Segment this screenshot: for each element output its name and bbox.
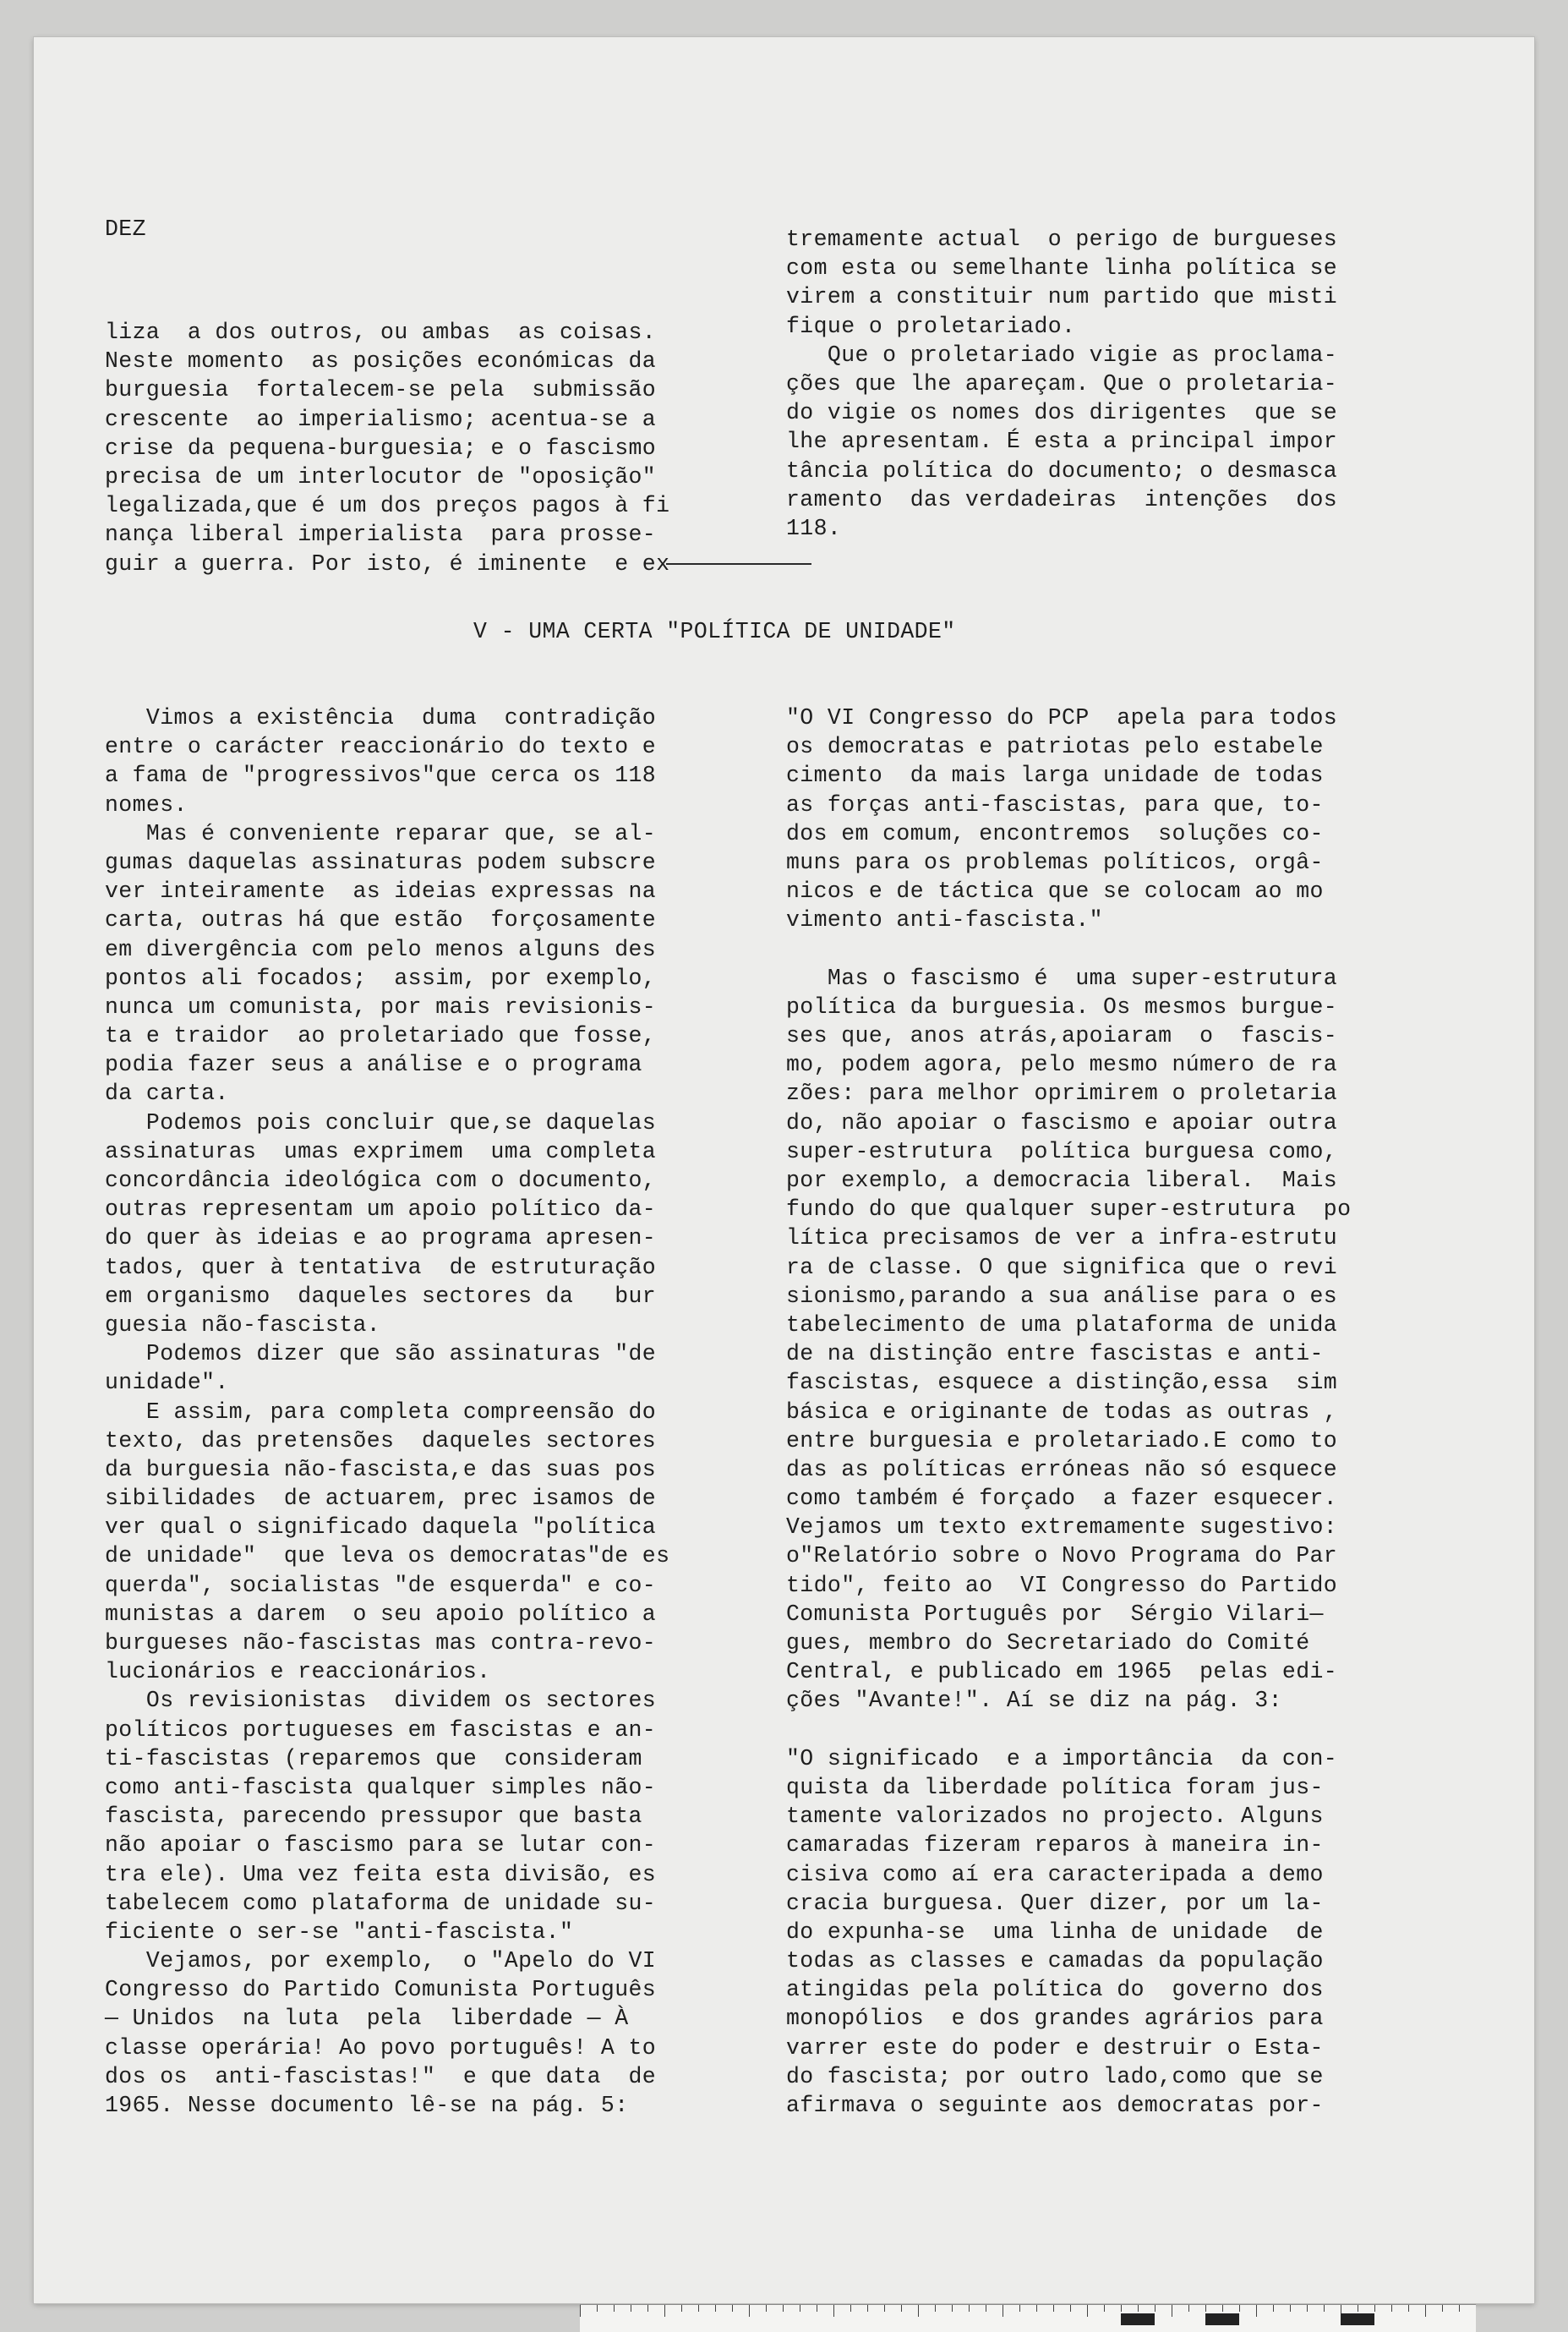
ruler-tick [1324,2305,1325,2312]
ruler-tick [969,2305,970,2312]
text-line: tamente valorizados no projecto. Alguns [786,1804,1324,1830]
text-line: podia fazer seus a análise e o programa [105,1052,642,1078]
ruler-tick [1391,2305,1392,2312]
text-line: precisa de um interlocutor de "oposição" [105,463,657,490]
ruler-tick [1188,2305,1189,2312]
text-line: fundo do que qualquer super-estrutura po [786,1196,1352,1223]
text-line: ra de classe. O que significa que o revi [786,1254,1338,1280]
text-line: fique o proletariado. [786,313,1076,339]
text-line: unidade". [105,1370,229,1396]
text-line: guesia não-fascista. [105,1311,381,1338]
text-line: Vimos a existência duma contradição [105,705,657,731]
text-line: lítica precisamos de ver a infra-estrutu [786,1225,1338,1251]
text-line: sibilidades de actuarem, prec isamos de [105,1486,657,1512]
ruler-tick [614,2305,615,2312]
ruler-tick [698,2305,699,2312]
text-line: com esta ou semelhante linha política se [786,255,1338,282]
top-right-column [786,225,1412,543]
text-line: política da burguesia. Os mesmos burgue- [786,994,1338,1020]
text-line: de unidade" que leva os democratas"de es [105,1543,670,1569]
text-line: a fama de "progressivos"que cerca os 118 [105,763,657,789]
ruler-tick [1138,2305,1139,2312]
text-line: outras representam um apoio político da- [105,1196,657,1223]
ruler-tick [715,2305,716,2312]
text-line: guir a guerra. Por isto, é iminente e ex [105,550,670,577]
text-line: Podemos pois concluir que,se daquelas [105,1109,657,1136]
page-label: DEZ [105,216,146,242]
section-divider [666,563,811,565]
text-line: em organismo daqueles sectores da bur [105,1283,657,1309]
text-line: Neste momento as posições económicas da [105,348,657,375]
ruler-tick [918,2305,919,2317]
text-line: tabelecimento de uma plataforma de unida [786,1311,1338,1338]
text-line: tido", feito ao VI Congresso do Partido [786,1572,1338,1598]
text-line: nança liberal imperialista para prosse- [105,522,657,548]
text-line: entre burguesia e proletariado.E como to [786,1427,1338,1453]
text-line: varrer este do poder e destruir o Esta- [786,2034,1324,2061]
text-line: virem a constituir num partido que misti [786,284,1338,310]
text-line: lucionários e reaccionários. [105,1659,491,1685]
ruler-tick [1019,2305,1020,2312]
ruler-tick [1155,2305,1156,2312]
text-line: sionismo,parando a sua análise para o es [786,1283,1338,1309]
text-line: burguesia fortalecem-se pela submissão [105,377,657,403]
text-line: "O VI Congresso do PCP apela para todos [786,705,1338,731]
text-line: da carta. [105,1081,229,1107]
text-line: ficiente o ser-se "anti-fascista." [105,1919,574,1945]
text-line: Que o proletariado vigie as proclama- [786,342,1338,368]
text-line: munistas a darem o seu apoio político a [105,1601,657,1627]
text-line: mo, podem agora, pelo mesmo número de ra [786,1052,1338,1078]
text-line: texto, das pretensões daqueles sectores [105,1427,657,1453]
text-line: vimento anti-fascista." [786,907,1103,933]
text-line: em divergência com pelo menos alguns des [105,936,657,962]
text-line: Podemos dizer que são assinaturas "de [105,1341,657,1367]
text-line: — Unidos na luta pela liberdade — À [105,2006,629,2032]
text-line: do fascista; por outro lado,como que se [786,2063,1324,2089]
text-line: nomes. [105,791,188,818]
ruler-tick [867,2305,868,2312]
text-line: tância política do documento; o desmasca [786,457,1338,484]
text-line: das as políticas erróneas não só esquece [786,1456,1338,1482]
text-line [786,935,1412,964]
text-line: nunca um comunista, por mais revisionis- [105,994,657,1020]
text-line: afirmava o seguinte aos democratas por- [786,2093,1324,2118]
text-line: pontos ali focados; assim, por exemplo, [105,965,657,991]
text-line [786,1716,1412,1744]
ruler-tick [1290,2305,1291,2312]
text-line: Vejamos, por exemplo, o "Apelo do VI [105,1948,657,1974]
section-title: V - UMA CERTA "POLÍTICA DE UNIDADE" [473,619,956,644]
text-line: quista da liberdade política foram jus- [786,1774,1324,1800]
text-line: os democratas e patriotas pelo estabele [786,734,1324,760]
text-line: ver inteiramente as ideias expressas na [105,879,657,905]
text-line: tados, quer à tentativa de estruturação [105,1254,657,1280]
ruler-tick [1239,2305,1240,2312]
ruler-tick [1307,2305,1308,2312]
text-line: camaradas fizeram reparos à maneira in- [786,1832,1324,1858]
ruler-tick [766,2305,767,2312]
text-line: fascistas, esquece a distinção,essa sim [786,1370,1338,1396]
text-line: E assim, para completa compreensão do [105,1399,657,1425]
bottom-left-column [105,703,730,2120]
text-line: crise da pequena-burguesia; e o fascismo [105,435,657,461]
text-line: tra ele). Uma vez feita esta divisão, es [105,1861,657,1887]
ruler-tick [1256,2305,1257,2317]
text-line: "O significado e a importância da con- [786,1745,1338,1771]
text-line: Central, e publicado em 1965 pelas edi- [786,1659,1338,1685]
text-line: gumas daquelas assinaturas podem subscre [105,849,657,875]
text-line: do vigie os nomes dos dirigentes que se [786,400,1338,426]
text-line: Mas o fascismo é uma super-estrutura [786,965,1338,991]
ruler-tick [732,2305,733,2312]
text-line: tremamente actual o perigo de burgueses [786,227,1338,252]
ruler-tick [1374,2305,1375,2312]
ruler-tick [1104,2305,1105,2312]
text-line: ções "Avante!". Aí se diz na pág. 3: [786,1688,1282,1714]
text-line: dos os anti-fascistas!" e que data de [105,2063,657,2089]
ruler-tick [1459,2305,1460,2312]
ruler-tick [1442,2305,1443,2312]
text-line: cracia burguesa. Quer dizer, por um la- [786,1890,1324,1916]
text-line: tabelecem como plataforma de unidade su- [105,1890,657,1916]
ruler-tick [884,2305,885,2312]
text-line: assinaturas umas exprimem uma completa [105,1138,657,1164]
text-line: políticos portugueses em fascistas e an- [105,1716,657,1743]
ruler-tick [1121,2305,1122,2312]
text-line: gues, membro do Secretariado do Comité [786,1630,1310,1656]
ruler-tick [1205,2305,1206,2312]
ruler-tick [1408,2305,1409,2312]
text-line: legalizada,que é um dos preços pagos à fi [105,493,670,519]
text-line: Vejamos um texto extremamente sugestivo: [786,1514,1338,1541]
ruler-tick [1053,2305,1054,2312]
text-line: Os revisionistas dividem os sectores [105,1688,657,1714]
text-line: super-estrutura política burguesa como, [786,1138,1338,1164]
ruler-tick [580,2305,581,2317]
ruler-tick [952,2305,953,2312]
text-line: zões: para melhor oprimirem o proletaria [786,1081,1338,1107]
ruler-tick [597,2305,598,2312]
text-line: básica e originante de todas as outras , [786,1399,1338,1425]
text-line: classe operária! Ao povo português! A to [105,2034,657,2061]
ruler-tick [833,2305,834,2317]
text-line: burgueses não-fascistas mas contra-revo- [105,1630,657,1656]
text-line: ções que lhe apareçam. Que o proletaria- [786,370,1338,397]
text-line: muns para os problemas políticos, orgâ- [786,849,1324,875]
ruler-tick [901,2305,902,2312]
ruler-block [1341,2313,1374,2325]
top-left-column [105,318,730,578]
text-line: entre o carácter reaccionário do texto e [105,734,657,760]
text-line: querda", socialistas "de esquerda" e co- [105,1572,657,1598]
text-line: atingidas pela política do governo dos [786,1977,1324,2003]
text-line: nicos e de táctica que se colocam ao mo [786,879,1324,905]
text-line: da burguesia não-fascista,e das suas pos [105,1456,657,1482]
ruler-tick [664,2305,665,2317]
scan-ruler [580,2304,1476,2332]
ruler-tick [681,2305,682,2312]
ruler-tick [1273,2305,1274,2312]
text-line: Congresso do Partido Comunista Português [105,1977,657,2003]
text-line: carta, outras há que estão forçosamente [105,907,657,933]
text-line: as forças anti-fascistas, para que, to- [786,791,1324,818]
text-line: do, não apoiar o fascismo e apoiar outra [786,1109,1338,1136]
ruler-tick [1036,2305,1037,2312]
ruler-tick [1425,2305,1426,2317]
ruler-tick [850,2305,851,2312]
text-line: do quer às ideias e ao programa apresen- [105,1225,657,1251]
text-line: liza a dos outros, ou ambas as coisas. [105,320,657,345]
text-line: todas as classes e camadas da população [786,1948,1324,1974]
bottom-right-column [786,703,1412,2120]
text-line: de na distinção entre fascistas e anti- [786,1341,1324,1367]
text-line: 118. [786,515,842,541]
ruler-tick [1070,2305,1071,2312]
text-line: não apoiar o fascismo para se lutar con- [105,1832,657,1858]
ruler-tick [783,2305,784,2312]
text-line: concordância ideológica com o documento, [105,1168,657,1193]
text-line: ta e traidor ao proletariado que fosse, [105,1023,657,1049]
text-line: Comunista Português por Sérgio Vilari— [786,1601,1324,1627]
text-line: crescente ao imperialismo; acentua-se a [105,406,657,432]
text-line: monopólios e dos grandes agrários para [786,2006,1324,2032]
ruler-tick [1222,2305,1223,2312]
text-line: Mas é conveniente reparar que, se al- [105,820,657,846]
text-line: 1965. Nesse documento lê-se na pág. 5: [105,2093,629,2118]
text-line: fascista, parecendo pressupor que basta [105,1804,642,1830]
ruler-tick [935,2305,936,2312]
text-line: do expunha-se uma linha de unidade de [786,1919,1324,1945]
text-line: como também é forçado a fazer esquecer. [786,1486,1338,1512]
document-page [34,37,1534,2303]
text-line: o"Relatório sobre o Novo Programa do Par [786,1543,1338,1569]
text-line: ramento das verdadeiras intenções dos [786,486,1338,512]
ruler-tick [647,2305,648,2312]
text-line: dos em comum, encontremos soluções co- [786,820,1324,846]
text-line: por exemplo, a democracia liberal. Mais [786,1168,1338,1193]
text-line: como anti-fascista qualquer simples não- [105,1774,657,1800]
ruler-block [1205,2313,1239,2325]
text-line: ti-fascistas (reparemos que consideram [105,1745,642,1771]
text-line: cimento da mais larga unidade de todas [786,763,1324,789]
ruler-tick [749,2305,750,2317]
text-line: cisiva como aí era caracteripada a demo [786,1861,1324,1887]
ruler-block [1121,2313,1155,2325]
text-line: ver qual o significado daquela "política [105,1514,657,1541]
ruler-tick [1087,2305,1088,2317]
text-line: lhe apresentam. É esta a principal impor [786,429,1338,455]
text-line: ses que, anos atrás,apoiaram o fascis- [786,1023,1338,1049]
